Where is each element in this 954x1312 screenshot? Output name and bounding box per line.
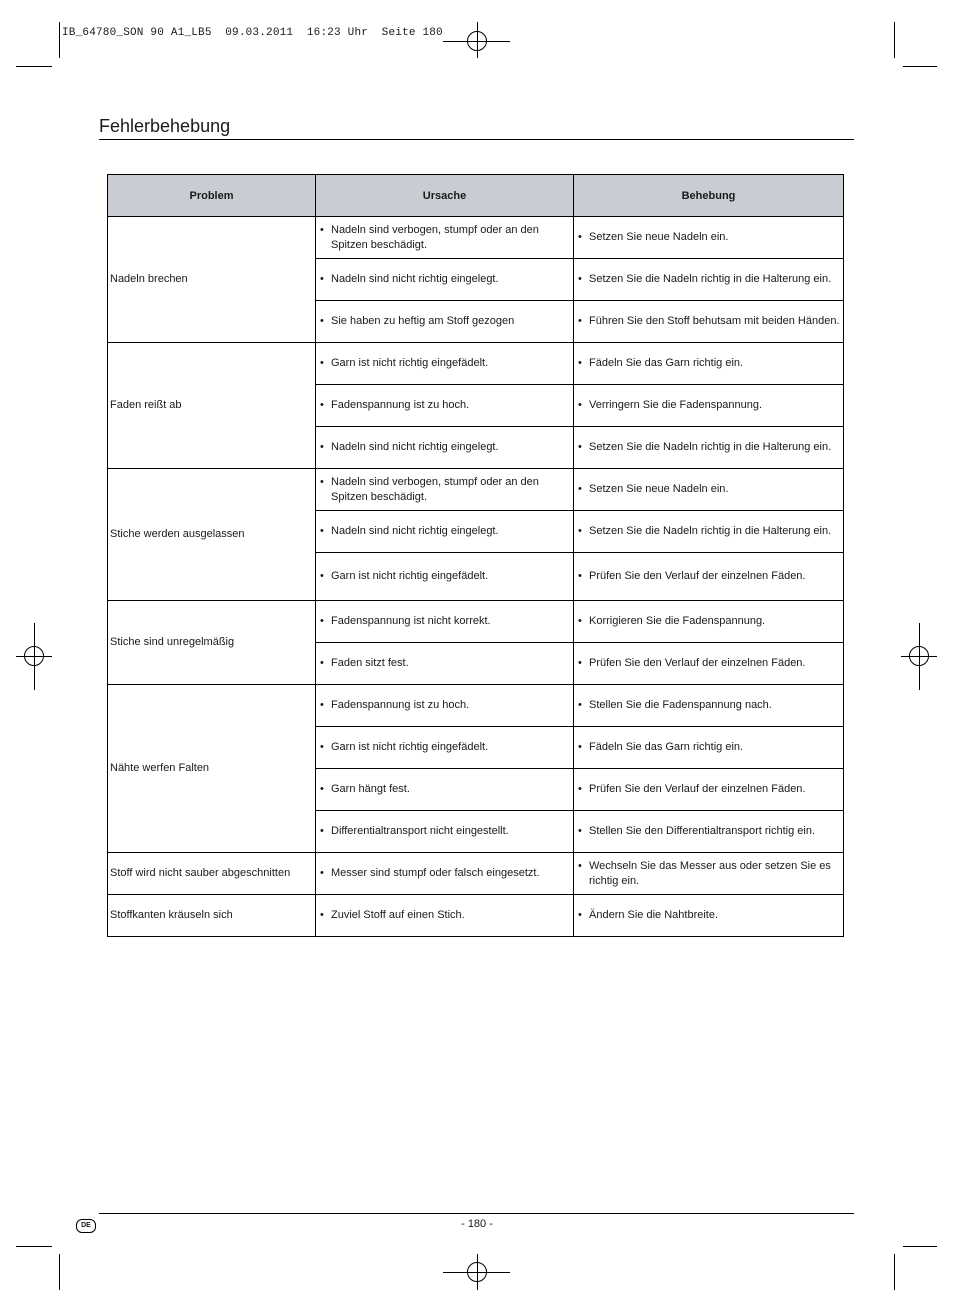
bullet-item [318, 524, 571, 539]
cause-cell [316, 769, 574, 811]
cause-text: Differentialtransport nicht eingestellt. [331, 825, 509, 837]
bullet-item [576, 908, 841, 923]
bullet-item [576, 482, 841, 497]
bullet-icon: • [578, 741, 582, 753]
problem-cell [108, 601, 316, 685]
fix-text: Wechseln Sie das Messer aus oder setzen Sie es richtig ein. [589, 859, 831, 887]
bullet-item [318, 866, 571, 881]
bullet-icon: • [320, 657, 324, 669]
problem-cell [108, 853, 316, 895]
cause-cell [316, 217, 574, 259]
bullet-icon: • [578, 399, 582, 411]
bullet-item [318, 740, 571, 755]
footer-rule [99, 1213, 854, 1214]
cause-text: Sie haben zu heftig am Stoff gezogen [331, 315, 515, 327]
fix-cell [574, 469, 844, 511]
bullet-icon: • [320, 741, 324, 753]
problem-text: Stoff wird nicht sauber abgeschnitten [110, 867, 291, 879]
bullet-icon: • [320, 273, 324, 285]
problem-cell [108, 217, 316, 343]
bullet-icon: • [578, 859, 582, 872]
bullet-item [318, 824, 571, 839]
bullet-icon: • [578, 657, 582, 669]
fix-cell [574, 553, 844, 601]
bullet-icon: • [320, 615, 324, 627]
cause-text: Faden sitzt fest. [331, 657, 409, 669]
bullet-item [576, 272, 841, 287]
fix-text: Prüfen Sie den Verlauf der einzelnen Fäden. [589, 657, 806, 669]
bullet-icon: • [578, 231, 582, 243]
cause-text: Garn hängt fest. [331, 783, 410, 795]
cause-cell [316, 811, 574, 853]
cause-text: Nadeln sind verbogen, stumpf oder an den Spitzen beschädigt. [331, 475, 539, 503]
bullet-icon: • [320, 315, 324, 327]
bullet-item [576, 440, 841, 455]
bullet-icon: • [320, 570, 324, 582]
cause-cell [316, 259, 574, 301]
fix-text: Setzen Sie neue Nadeln ein. [589, 231, 729, 243]
cause-text: Messer sind stumpf oder falsch eingesetzt. [331, 867, 540, 879]
bullet-icon: • [320, 441, 324, 453]
problem-text: Stoffkanten kräuseln sich [110, 909, 233, 921]
bullet-item [576, 398, 841, 413]
bullet-icon: • [578, 825, 582, 837]
problem-text: Nadeln brechen [110, 273, 188, 285]
fix-cell [574, 427, 844, 469]
troubleshooting-table [107, 174, 844, 937]
page-title: Fehlerbehebung [99, 116, 231, 136]
bullet-item [576, 859, 841, 889]
bullet-icon: • [578, 615, 582, 627]
cause-cell [316, 643, 574, 685]
fix-text: Verringern Sie die Fadenspannung. [589, 399, 763, 411]
fix-text: Setzen Sie die Nadeln richtig in die Halterung ein. [589, 441, 832, 453]
bullet-item [318, 356, 571, 371]
cause-text: Garn ist nicht richtig eingefädelt. [331, 741, 489, 753]
bullet-item [318, 656, 571, 671]
cause-cell [316, 685, 574, 727]
table-row [108, 601, 844, 643]
cause-text: Nadeln sind verbogen, stumpf oder an den Spitzen beschädigt. [331, 223, 539, 251]
fix-cell [574, 811, 844, 853]
bullet-item [576, 230, 841, 245]
bullet-icon: • [578, 315, 582, 327]
cause-cell [316, 427, 574, 469]
fix-cell [574, 511, 844, 553]
bullet-item [318, 272, 571, 287]
fix-cell [574, 343, 844, 385]
cause-text: Garn ist nicht richtig eingefädelt. [331, 357, 489, 369]
problem-cell [108, 895, 316, 937]
column-header-fix: Behebung [574, 175, 844, 217]
cause-cell [316, 727, 574, 769]
bullet-item [318, 569, 571, 584]
bullet-item [576, 356, 841, 371]
fix-text: Setzen Sie die Nadeln richtig in die Halterung ein. [589, 273, 832, 285]
fix-text: Stellen Sie die Fadenspannung nach. [589, 699, 772, 711]
bullet-item [576, 740, 841, 755]
fix-cell [574, 259, 844, 301]
bullet-item [576, 524, 841, 539]
problem-text: Stiche sind unregelmäßig [110, 636, 235, 648]
print-slug: IB_64780_SON 90 A1_LB5 09.03.2011 16:23 Uhr Seite 180 [62, 27, 443, 39]
cause-cell [316, 301, 574, 343]
fix-cell [574, 769, 844, 811]
bullet-item [576, 656, 841, 671]
table-row [108, 343, 844, 385]
fix-cell [574, 685, 844, 727]
cause-text: Nadeln sind nicht richtig eingelegt. [331, 525, 499, 537]
bullet-item [318, 440, 571, 455]
cause-text: Fadenspannung ist nicht korrekt. [331, 615, 491, 627]
table-row [108, 217, 844, 259]
fix-cell [574, 301, 844, 343]
cause-cell [316, 895, 574, 937]
bullet-item [318, 398, 571, 413]
bullet-icon: • [578, 483, 582, 495]
bullet-item [576, 824, 841, 839]
bullet-icon: • [320, 475, 324, 488]
cause-text: Nadeln sind nicht richtig eingelegt. [331, 273, 499, 285]
bullet-icon: • [320, 909, 324, 921]
page-number: - 180 - [461, 1218, 493, 1230]
bullet-item [318, 314, 571, 329]
cause-cell [316, 469, 574, 511]
fix-cell [574, 217, 844, 259]
fix-cell [574, 601, 844, 643]
fix-text: Stellen Sie den Differentialtransport richtig ein. [589, 825, 816, 837]
table-header-row [108, 175, 844, 217]
cause-text: Garn ist nicht richtig eingefädelt. [331, 570, 489, 582]
column-header-cause: Ursache [316, 175, 574, 217]
bullet-icon: • [578, 441, 582, 453]
table-body [108, 217, 844, 937]
bullet-item [318, 782, 571, 797]
bullet-icon: • [578, 699, 582, 711]
fix-text: Fädeln Sie das Garn richtig ein. [589, 357, 744, 369]
bullet-item [576, 614, 841, 629]
bullet-icon: • [320, 399, 324, 411]
bullet-icon: • [578, 909, 582, 921]
cause-cell [316, 853, 574, 895]
bullet-item [576, 782, 841, 797]
column-header-problem: Problem [108, 175, 316, 217]
cause-cell [316, 553, 574, 601]
table-row [108, 469, 844, 511]
fix-text: Korrigieren Sie die Fadenspannung. [589, 615, 766, 627]
bullet-item [576, 698, 841, 713]
cause-cell [316, 511, 574, 553]
bullet-icon: • [320, 825, 324, 837]
bullet-item [318, 223, 571, 253]
fix-text: Ändern Sie die Nahtbreite. [589, 909, 719, 921]
table-row [108, 895, 844, 937]
language-badge: DE [76, 1219, 96, 1233]
bullet-icon: • [578, 273, 582, 285]
table-row [108, 685, 844, 727]
bullet-icon: • [578, 525, 582, 537]
bullet-item [318, 908, 571, 923]
fix-cell [574, 727, 844, 769]
cause-text: Zuviel Stoff auf einen Stich. [331, 909, 465, 921]
bullet-icon: • [578, 357, 582, 369]
title-rule [99, 139, 854, 140]
fix-text: Führen Sie den Stoff behutsam mit beiden Händen. [589, 315, 840, 327]
problem-cell [108, 469, 316, 601]
fix-text: Setzen Sie neue Nadeln ein. [589, 483, 729, 495]
bullet-icon: • [320, 525, 324, 537]
cause-cell [316, 385, 574, 427]
bullet-item [576, 314, 841, 329]
bullet-icon: • [320, 867, 324, 879]
fix-cell [574, 853, 844, 895]
cause-text: Fadenspannung ist zu hoch. [331, 399, 470, 411]
bullet-icon: • [320, 783, 324, 795]
cause-text: Fadenspannung ist zu hoch. [331, 699, 470, 711]
cause-cell [316, 601, 574, 643]
cause-text: Nadeln sind nicht richtig eingelegt. [331, 441, 499, 453]
fix-cell [574, 385, 844, 427]
bullet-item [318, 614, 571, 629]
bullet-icon: • [320, 699, 324, 711]
bullet-item [318, 475, 571, 505]
problem-cell [108, 343, 316, 469]
bullet-icon: • [578, 783, 582, 795]
problem-text: Faden reißt ab [110, 399, 182, 411]
fix-text: Setzen Sie die Nadeln richtig in die Halterung ein. [589, 525, 832, 537]
fix-text: Prüfen Sie den Verlauf der einzelnen Fäden. [589, 783, 806, 795]
fix-text: Fädeln Sie das Garn richtig ein. [589, 741, 744, 753]
problem-text: Stiche werden ausgelassen [110, 528, 245, 540]
fix-text: Prüfen Sie den Verlauf der einzelnen Fäden. [589, 570, 806, 582]
table-row [108, 853, 844, 895]
problem-cell [108, 685, 316, 853]
problem-text: Nähte werfen Falten [110, 762, 210, 774]
bullet-icon: • [578, 570, 582, 582]
fix-cell [574, 895, 844, 937]
bullet-item [576, 569, 841, 584]
fix-cell [574, 643, 844, 685]
bullet-item [318, 698, 571, 713]
bullet-icon: • [320, 223, 324, 236]
cause-cell [316, 343, 574, 385]
bullet-icon: • [320, 357, 324, 369]
